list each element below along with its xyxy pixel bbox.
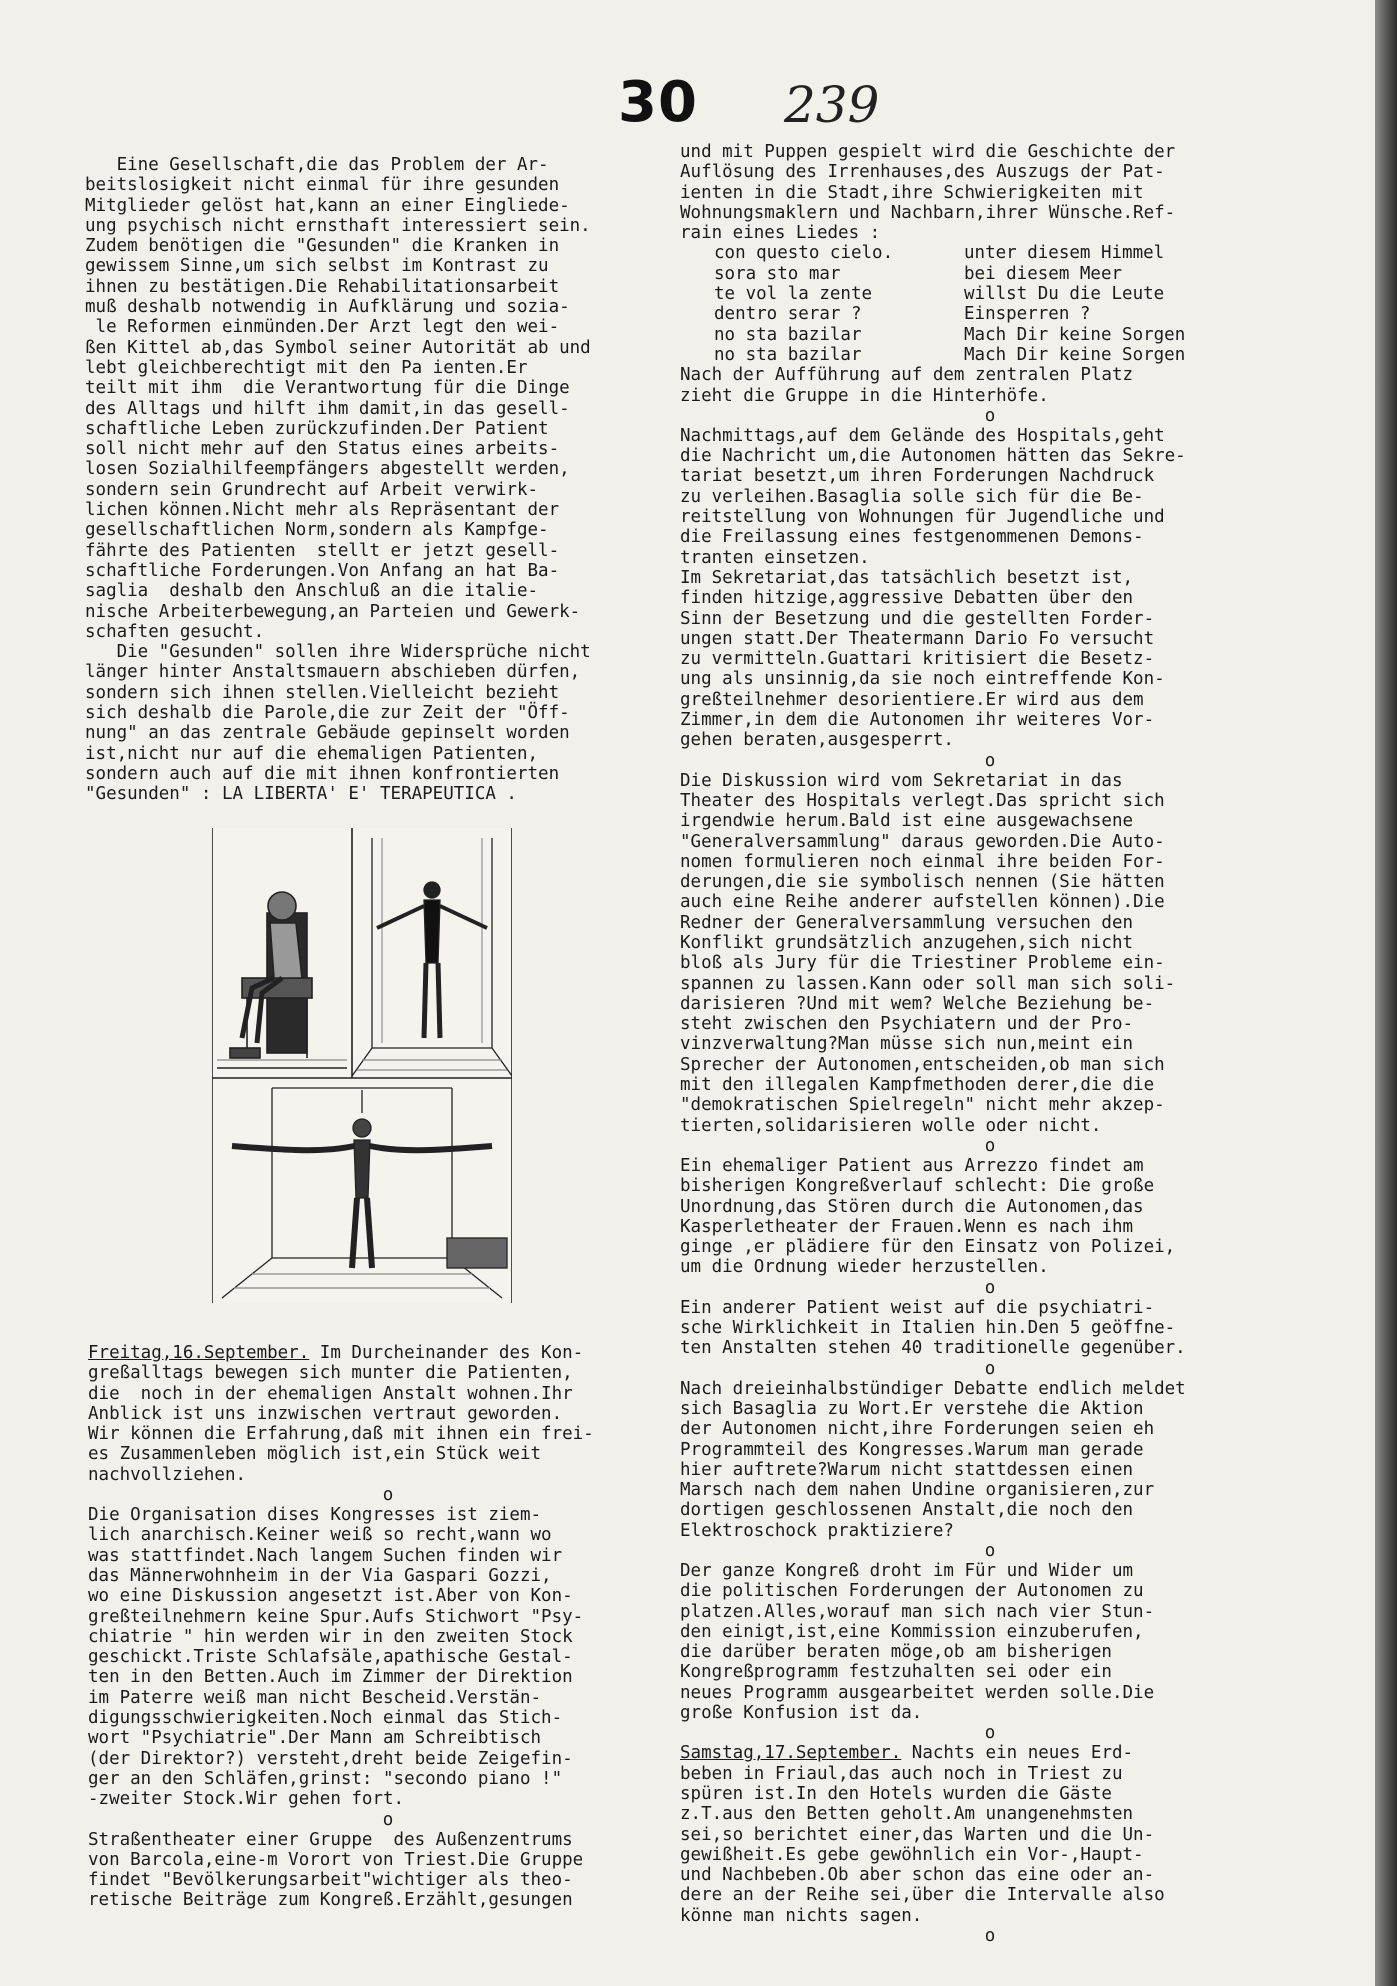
text-line: gewißheit.Es gebe gewöhnlich ein Vor-,Haupt- bbox=[680, 1844, 1144, 1865]
text-line: Sinn der Besetzung und die gestellten Forder- bbox=[680, 608, 1155, 629]
text-line: no sta bazilar bbox=[714, 324, 862, 345]
text-line: ung psychisch nicht ernsthaft interessiert sein. bbox=[85, 215, 591, 236]
text-line: Eine Gesellschaft,die das Problem der Ar- bbox=[85, 155, 549, 175]
text-line: con questo cielo. bbox=[714, 243, 894, 264]
text-line: le Reformen einmünden.Der Arzt legt den wei- bbox=[85, 317, 560, 338]
text-line: sondern sein Grundrecht auf Arbeit verwirk- bbox=[85, 479, 539, 500]
text-line: sei,so berichtet einer,das Warten und die Un- bbox=[680, 1824, 1155, 1845]
text-line: Die Organisation dises Kongresses ist ziem- bbox=[88, 1505, 542, 1526]
saturday-heading: Samstag,17.September. bbox=[680, 1743, 902, 1764]
section-separator: o bbox=[984, 1926, 996, 1947]
general-assembly-paragraph bbox=[680, 771, 1300, 1136]
right-column bbox=[680, 142, 1300, 1946]
text-line: irgendwie herum.Bald ist eine ausgewachsene bbox=[680, 811, 1134, 832]
congress-conflict-paragraph bbox=[680, 1561, 1300, 1723]
text-line: sich deshalb die Parole,die zur Zeit der "Öff- bbox=[85, 703, 570, 724]
left-column-bottom bbox=[88, 1343, 688, 1911]
text-line: Redner der Generalversammlung versuchen den bbox=[680, 912, 1134, 933]
text-line: nung" an das zentrale Gebäude gepinselt worden bbox=[85, 723, 570, 744]
text-line: im Paterre weiß man nicht Bescheid.Verstän- bbox=[88, 1687, 542, 1708]
song-refrain bbox=[714, 243, 1300, 365]
song-italian-lyrics bbox=[714, 243, 964, 365]
text-line: sche Wirklichkeit in Italien hin.Den 5 geöffne- bbox=[680, 1318, 1176, 1339]
text-line: losen Sozialhilfeempfängers abgestellt werden, bbox=[85, 459, 570, 480]
text-line: wort "Psychiatrie".Der Mann am Schreibtisch bbox=[88, 1728, 542, 1749]
text-line: schaftliche Leben zurückzufinden.Der Patient bbox=[85, 418, 549, 439]
text-line: dentro serar ? bbox=[714, 304, 862, 325]
text-line: tierten,solidarisieren wolle oder nicht. bbox=[680, 1115, 1102, 1136]
organisation-paragraph bbox=[88, 1505, 688, 1809]
section-separator: o bbox=[984, 1358, 996, 1379]
text-line: findet "Bevölkerungsarbeit"wichtiger als theo- bbox=[88, 1870, 573, 1891]
text-line: dere an der Reihe sei,über die Intervalle also bbox=[680, 1885, 1165, 1906]
text-line: die darüber beraten möge,ob am bisherigen bbox=[680, 1642, 1112, 1663]
text-line: bei diesem Meer bbox=[964, 263, 1123, 284]
text-line: beben in Friaul,das auch noch in Triest zu bbox=[680, 1763, 1123, 1784]
text-line: auch eine Reihe anderer aufstellen können).Die bbox=[680, 892, 1165, 913]
text-line: den einigt,ist,eine Kommission einzuberufen, bbox=[680, 1621, 1144, 1642]
text-line: Die "Gesunden" sollen ihre Widersprüche nicht bbox=[85, 642, 591, 663]
saturday-first-line: Nachts ein neues Erd- bbox=[901, 1743, 1134, 1764]
friday-paragraph bbox=[88, 1363, 688, 1485]
left-top-paragraphs bbox=[85, 155, 675, 805]
text-line: ten in den Betten.Auch im Zimmer der Direktion bbox=[88, 1667, 573, 1688]
text-line: Unordnung,das Stören durch die Autonomen,das bbox=[680, 1196, 1144, 1217]
handwritten-page-number: 239 bbox=[784, 76, 880, 134]
text-line: te vol la zente bbox=[714, 284, 873, 305]
text-line: beitslosigkeit nicht einmal für ihre gesunden bbox=[85, 175, 560, 196]
left-column-top bbox=[85, 155, 675, 805]
text-line: wo eine Diskussion angesetzt ist.Aber von Kon- bbox=[88, 1586, 573, 1607]
text-line: sora sto mar bbox=[714, 263, 841, 284]
text-line: lich anarchisch.Keiner weiß so recht,wann wo bbox=[88, 1525, 552, 1546]
text-line: steht zwischen den Psychiatern und der Pro- bbox=[680, 1014, 1134, 1035]
text-line: willst Du die Leute bbox=[964, 284, 1165, 305]
text-line: Zudem benötigen die "Gesunden" die Kranken in bbox=[85, 236, 560, 257]
text-line: ienten in die Stadt,ihre Schwierigkeiten mit bbox=[680, 182, 1144, 203]
text-line: dortigen geschlossenen Anstalt,die noch den bbox=[680, 1500, 1134, 1521]
text-line: z.T.aus den Betten geholt.Am unangenehmsten bbox=[680, 1804, 1134, 1825]
text-line: Mitglieder gelöst hat,kann an einer Eingliede- bbox=[85, 195, 570, 216]
text-line: ung als unsinnig,da sie noch eintreffende Kon- bbox=[680, 669, 1165, 690]
text-line: große Konfusion ist da. bbox=[680, 1703, 923, 1724]
street-theatre-paragraph bbox=[88, 1830, 688, 1911]
text-line: es Zusammenleben möglich ist,ein Stück weit bbox=[88, 1444, 542, 1465]
text-line: "demokratischen Spielregeln" nicht mehr akzep- bbox=[680, 1095, 1165, 1116]
text-line: Nach dreieinhalbstündiger Debatte endlich meldet bbox=[680, 1378, 1186, 1399]
text-line: ist,nicht nur auf die ehemaligen Patienten, bbox=[85, 743, 539, 764]
text-line: ten Anstalten stehen 40 traditionelle gegenüber. bbox=[680, 1338, 1186, 1359]
text-line: geschickt.Triste Schlafsäle,apathische Gestal- bbox=[88, 1647, 573, 1668]
text-line: vinzverwaltung?Man müsse sich nun,meint ein bbox=[680, 1034, 1134, 1055]
text-line: zieht die Gruppe in die Hinterhöfe. bbox=[680, 385, 1049, 406]
earthquake-paragraph bbox=[680, 1764, 1300, 1926]
section-separator: o bbox=[984, 1541, 996, 1561]
text-line: ungen statt.Der Theatermann Dario Fo versucht bbox=[680, 628, 1155, 649]
text-line: saglia deshalb den Anschluß an die italie- bbox=[85, 581, 539, 602]
former-patient-paragraph bbox=[680, 1156, 1300, 1278]
text-line: lichen können.Nicht mehr als Repräsentant der bbox=[85, 500, 560, 521]
text-line: Anblick ist uns inzwischen vertraut geworden. bbox=[88, 1403, 563, 1424]
text-line: Mach Dir keine Sorgen bbox=[964, 324, 1186, 345]
text-line: Programmteil des Kongresses.Warum man gerade bbox=[680, 1439, 1144, 1460]
text-line: Marsch nach dem nahen Undine organisieren,zur bbox=[680, 1480, 1155, 1501]
text-line: gesellschaftlichen Norm,sondern als Kampfge- bbox=[85, 520, 549, 541]
text-line: Im Sekretariat,das tatsächlich besetzt ist, bbox=[680, 567, 1134, 588]
section-separator: o bbox=[984, 1135, 996, 1156]
text-line: no sta bazilar bbox=[714, 344, 862, 365]
text-line: gehen beraten,ausgesperrt. bbox=[680, 730, 954, 751]
text-line: sondern sich ihnen stellen.Vielleicht bezieht bbox=[85, 682, 560, 703]
text-line: chiatrie " hin werden wir in den zweiten Stock bbox=[88, 1626, 573, 1647]
text-line: muß deshalb notwendig in Aufklärung und sozia- bbox=[85, 297, 570, 318]
text-line: die politischen Forderungen der Autonomen zu bbox=[680, 1581, 1144, 1602]
secretariat-occupation-paragraph bbox=[680, 426, 1300, 751]
after-performance-paragraph bbox=[680, 365, 1300, 406]
text-line: der Autonomen nicht,ihre Forderungen seien eh bbox=[680, 1419, 1155, 1440]
text-line: Einsperren ? bbox=[964, 304, 1091, 325]
text-line: Nach der Aufführung auf dem zentralen Platz bbox=[680, 365, 1134, 386]
text-line: Theater des Hospitals verlegt.Das spricht sich bbox=[680, 790, 1165, 811]
puppet-play-paragraph bbox=[680, 142, 1300, 243]
text-line: teilt mit ihm die Verantwortung für die Dinge bbox=[85, 378, 570, 399]
text-line: das Männerwohnheim in der Via Gaspari Gozzi, bbox=[88, 1565, 552, 1586]
text-line: tariat besetzt,um ihren Forderungen Nachdruck bbox=[680, 466, 1155, 487]
basaglia-paragraph bbox=[680, 1379, 1300, 1541]
text-line: ßen Kittel ab,das Symbol seiner Autorität ab und bbox=[85, 337, 591, 358]
text-line: ihnen zu bestätigen.Die Rehabilitationsarbeit bbox=[85, 276, 560, 297]
text-line: derungen,die sie symbolisch nennen (Sie hätten bbox=[680, 872, 1165, 893]
text-line: die Freilassung eines festgenommenen Demons- bbox=[680, 527, 1144, 548]
text-line: zu verleihen.Basaglia solle sich für die Be- bbox=[680, 486, 1144, 507]
text-line: tranten einsetzen. bbox=[680, 547, 870, 568]
text-line: "Gesunden" : LA LIBERTA' E' TERAPEUTICA . bbox=[85, 784, 517, 805]
text-line: Mach Dir keine Sorgen bbox=[964, 344, 1186, 365]
text-line: fährte des Patienten stellt er jetzt gesell- bbox=[85, 540, 560, 561]
text-line: greßteilnehmern keine Spur.Aufs Stichwort "Psy- bbox=[88, 1606, 584, 1627]
text-line: spüren ist.In den Hotels wurden die Gäste bbox=[680, 1783, 1112, 1804]
text-line: greßalltags bewegen sich munter die Patienten, bbox=[88, 1363, 573, 1384]
text-line: mit den illegalen Kampfmethoden derer,die die bbox=[680, 1075, 1155, 1096]
text-line: des Alltags und hilft ihm damit,in das gesell- bbox=[85, 398, 570, 419]
text-line: bloß als Jury für die Triestiner Probleme ein- bbox=[680, 953, 1165, 974]
text-line: Wohnungsmaklern und Nachbarn,ihrer Wünsche.Ref- bbox=[680, 202, 1176, 223]
text-line: länger hinter Anstaltsmauern abschieben dürfen, bbox=[85, 662, 581, 683]
section-separator: o bbox=[984, 1723, 996, 1744]
text-line: "Generalversammlung" daraus geworden.Die Auto- bbox=[680, 831, 1165, 852]
text-line: von Barcola,eine-m Vorort von Triest.Die Gruppe bbox=[88, 1849, 584, 1870]
text-line: und mit Puppen gespielt wird die Geschichte der bbox=[680, 142, 1176, 162]
text-line: reitstellung von Wohnungen für Jugendliche und bbox=[680, 507, 1165, 528]
song-german-translation bbox=[964, 243, 1244, 365]
text-line: Elektroschock praktiziere? bbox=[680, 1520, 954, 1541]
text-line: sondern auch auf die mit ihnen konfrontierten bbox=[85, 763, 560, 784]
section-separator: o bbox=[984, 405, 996, 426]
text-line: soll nicht mehr auf den Status eines arbeits- bbox=[85, 439, 560, 460]
text-line: Kongreßprogramm festzuhalten sei oder ein bbox=[680, 1662, 1112, 1683]
friday-heading: Freitag,16.September. bbox=[88, 1343, 310, 1363]
text-line: -zweiter Stock.Wir gehen fort. bbox=[88, 1789, 405, 1810]
text-line: rain eines Liedes : bbox=[680, 223, 881, 244]
text-line: Kasperletheater der Frauen.Wenn es nach ihm bbox=[680, 1216, 1134, 1237]
text-line: Wir können die Erfahrung,daß mit ihnen ein frei- bbox=[88, 1424, 594, 1445]
text-line: gewissem Sinne,um sich selbst im Kontrast zu bbox=[85, 256, 549, 277]
friday-first-line: Im Durcheinander des Kon- bbox=[309, 1343, 584, 1363]
text-line: greßteilnehmer desorientiere.Er wird aus dem bbox=[680, 689, 1144, 710]
text-line: um die Ordnung wieder herzustellen. bbox=[680, 1257, 1049, 1278]
text-line: Der ganze Kongreß droht im Für und Wider um bbox=[680, 1561, 1134, 1581]
text-line: neues Programm ausgearbeitet werden solle.Die bbox=[680, 1682, 1155, 1703]
text-line: Sprecher der Autonomen,entscheiden,ob man sich bbox=[680, 1054, 1165, 1075]
text-line: (der Direktor?) versteht,dreht beide Zeigefin- bbox=[88, 1748, 573, 1769]
text-line: retische Beiträge zum Kongreß.Erzählt,gesungen bbox=[88, 1890, 573, 1911]
text-line: Konflikt grundsätzlich anzugehen,sich nicht bbox=[680, 932, 1134, 953]
section-separator: o bbox=[984, 750, 996, 771]
text-line: hier auftrete?Warum nicht stattdessen einen bbox=[680, 1459, 1134, 1480]
text-line: und Nachbeben.Ob aber schon das eine oder an- bbox=[680, 1865, 1155, 1886]
text-line: zu vermitteln.Guattari kritisiert die Besetz- bbox=[680, 649, 1155, 670]
text-line: die Nachricht um,die Autonomen hätten das Sekre- bbox=[680, 446, 1186, 467]
text-line: nachvollziehen. bbox=[88, 1464, 247, 1485]
text-line: Ein ehemaliger Patient aus Arrezzo findet am bbox=[680, 1155, 1144, 1176]
text-line: lebt gleichberechtigt mit den Pa ienten.Er bbox=[85, 357, 528, 378]
scan-page-edge bbox=[1375, 0, 1397, 1986]
text-line: spannen zu lassen.Kann oder soll man sich soli- bbox=[680, 973, 1176, 994]
text-line: darisieren ?Und mit wem? Welche Beziehung be- bbox=[680, 993, 1155, 1014]
text-line: platzen.Alles,worauf man sich nach vier Stun- bbox=[680, 1601, 1155, 1622]
page-number: 30 bbox=[618, 70, 698, 135]
text-line: unter diesem Himmel bbox=[964, 243, 1165, 264]
text-line: schaftliche Forderungen.Von Anfang an hat Ba- bbox=[85, 560, 560, 581]
text-line: sich Basaglia zu Wort.Er verstehe die Aktion bbox=[680, 1398, 1144, 1419]
text-line: was stattfindet.Nach langem Suchen finden wir bbox=[88, 1545, 563, 1566]
historical-restraint-illustration bbox=[212, 828, 512, 1303]
text-line: bisherigen Kongreßverlauf schlecht: Die große bbox=[680, 1176, 1155, 1197]
text-line: nomen formulieren noch einmal ihre beiden For- bbox=[680, 851, 1165, 872]
section-separator: o bbox=[984, 1277, 996, 1298]
text-line: ger an den Schläfen,grinst: "secondo piano !" bbox=[88, 1768, 563, 1789]
text-line: Straßentheater einer Gruppe des Außenzentrums bbox=[88, 1829, 573, 1850]
text-line: Die Diskussion wird vom Sekretariat in das bbox=[680, 770, 1123, 791]
text-line: digungsschwierigkeiten.Noch einmal das Stich- bbox=[88, 1708, 563, 1729]
text-line: ginge ,er plädiere für den Einsatz von Polizei, bbox=[680, 1237, 1176, 1258]
text-line: finden hitzige,aggressive Debatten über den bbox=[680, 588, 1134, 609]
text-line: schaften gesucht. bbox=[85, 621, 265, 642]
text-line: die noch in der ehemaligen Anstalt wohnen.Ihr bbox=[88, 1383, 573, 1404]
section-separator: o bbox=[382, 1485, 394, 1506]
text-line: nische Arbeiterbewegung,an Parteien und Gewerk- bbox=[85, 601, 581, 622]
text-line: Zimmer,in dem die Autonomen ihr weiteres Vor- bbox=[680, 710, 1155, 731]
section-separator: o bbox=[382, 1809, 394, 1830]
text-line: Nachmittags,auf dem Gelände des Hospitals,geht bbox=[680, 425, 1165, 446]
text-line: Ein anderer Patient weist auf die psychiatri- bbox=[680, 1297, 1155, 1318]
other-patient-paragraph bbox=[680, 1298, 1300, 1359]
text-line: Auflösung des Irrenhauses,des Auszugs der Pat- bbox=[680, 162, 1165, 183]
text-line: könne man nichts sagen. bbox=[680, 1905, 923, 1926]
